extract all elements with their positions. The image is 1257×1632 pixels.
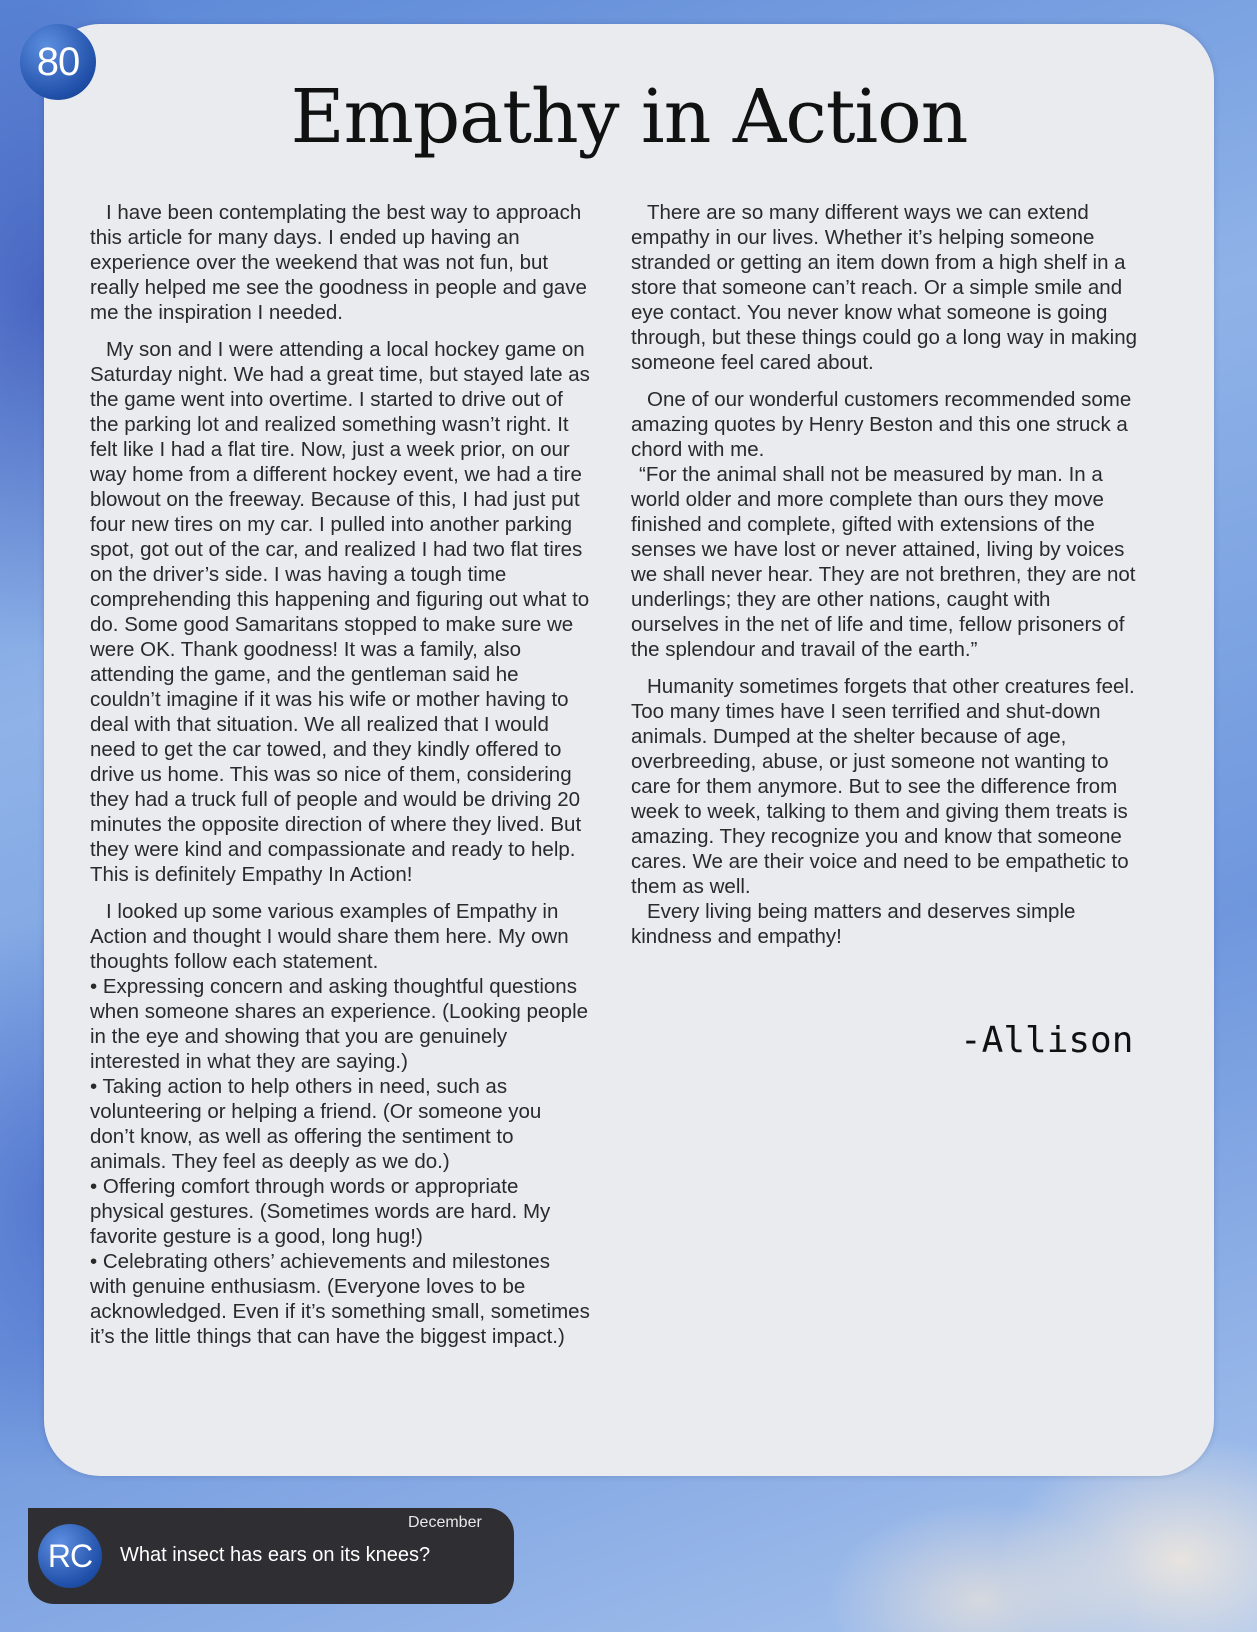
right-column xyxy=(631,200,1137,961)
paragraph: One of our wonderful customers recommended some amazing quotes by Henry Beston and this one struck a chord with me. xyxy=(631,388,1132,461)
riddle-month: December xyxy=(408,1514,482,1531)
paragraph: I looked up some various examples of Empathy in Action and thought I would share them here. My own thoughts follow each statement. xyxy=(90,900,569,973)
paragraph: Humanity sometimes forgets that other creatures feel. Too many times have I seen terrified and shut-down animals. Dumped at the shelter because of age, overbreeding, abuse, or just someone not wanting to care for them anymore. But to see the difference from week to week, talking to them and giving them treats is amazing. They recognize you and know that someone cares. We are their voice and need to be empathetic to them as well. xyxy=(631,675,1135,898)
paragraph: Every living being matters and deserves simple kindness and empathy! xyxy=(631,900,1076,948)
paragraph: There are so many different ways we can extend empathy in our lives. Whether it’s helping someone stranded or getting an item down from a high shelf in a store that someone can’t reach. Or a simple smile and eye contact. You never know what someone is going through, but these things could go a long way in making someone feel cared about. xyxy=(631,201,1137,374)
riddle-question: What insect has ears on its knees? xyxy=(120,1544,431,1566)
paragraph: I have been contemplating the best way to approach this article for many days. I ended up having an experience over the weekend that was not fun, but really helped me see the goodness in people and gave me the inspiration I needed. xyxy=(90,201,587,324)
paragraph: My son and I were attending a local hockey game on Saturday night. We had a great time, but stayed late as the game went into overtime. I started to drive out of the parking lot and realized something wasn’t right. It felt like I had a flat tire. Now, just a week prior, on our way home from a different hockey event, we had a tire blowout on the freeway. Because of this, I had just put four new tires on my car. I pulled into another parking spot, got out of the car, and realized I had two flat tires on the driver’s side. I was having a tough time comprehending this happening and figuring out what to do. Some good Samaritans stopped to make sure we were OK. Thank goodness! It was a family, also attending the game, and the gentleman said he couldn’t imagine if it was his wife or mother having to deal with that situation. We all realized that I would need to get the car towed, and they kindly offered to drive us home. This was so nice of them, considering they had a truck full of people and would be driving 20 minutes the opposite direction of where they lived. But they were kind and compassionate and ready to help. This is definitely Empathy In Action! xyxy=(90,338,590,886)
author-signature: -Allison xyxy=(960,1020,1134,1061)
article-title: Empathy in Action xyxy=(290,74,968,160)
left-column xyxy=(90,200,590,1349)
bullet-item: • Celebrating others’ achievements and milestones with genuine enthusiasm. (Everyone loves to be acknowledged. Even if it’s something small, sometimes it’s the little things that can have the biggest impact.) xyxy=(90,1250,590,1348)
bullet-item: • Offering comfort through words or appropriate physical gestures. (Sometimes words are hard. My favorite gesture is a good, long hug!) xyxy=(90,1175,551,1248)
riddle-box xyxy=(28,1508,514,1604)
bullet-item: • Expressing concern and asking thoughtful questions when someone shares an experience. (Looking people in the eye and showing that you are genuinely interested in what they are saying.) xyxy=(90,975,589,1073)
rc-badge: RC xyxy=(38,1524,102,1588)
quote: “For the animal shall not be measured by man. In a world older and more complete than ours they move finished and complete, gifted with extensions of the senses we have lost or never attained, living by voices we shall never hear. They are not brethren, they are not underlings; they are other nations, caught with ourselves in the net of life and time, fellow prisoners of the splendour and travail of the earth.” xyxy=(631,463,1136,661)
page-number-badge: 80 xyxy=(20,24,96,100)
bullet-item: • Taking action to help others in need, such as volunteering or helping a friend. (Or someone you don’t know, as well as offering the sentiment to animals. They feel as deeply as we do.) xyxy=(90,1075,542,1173)
